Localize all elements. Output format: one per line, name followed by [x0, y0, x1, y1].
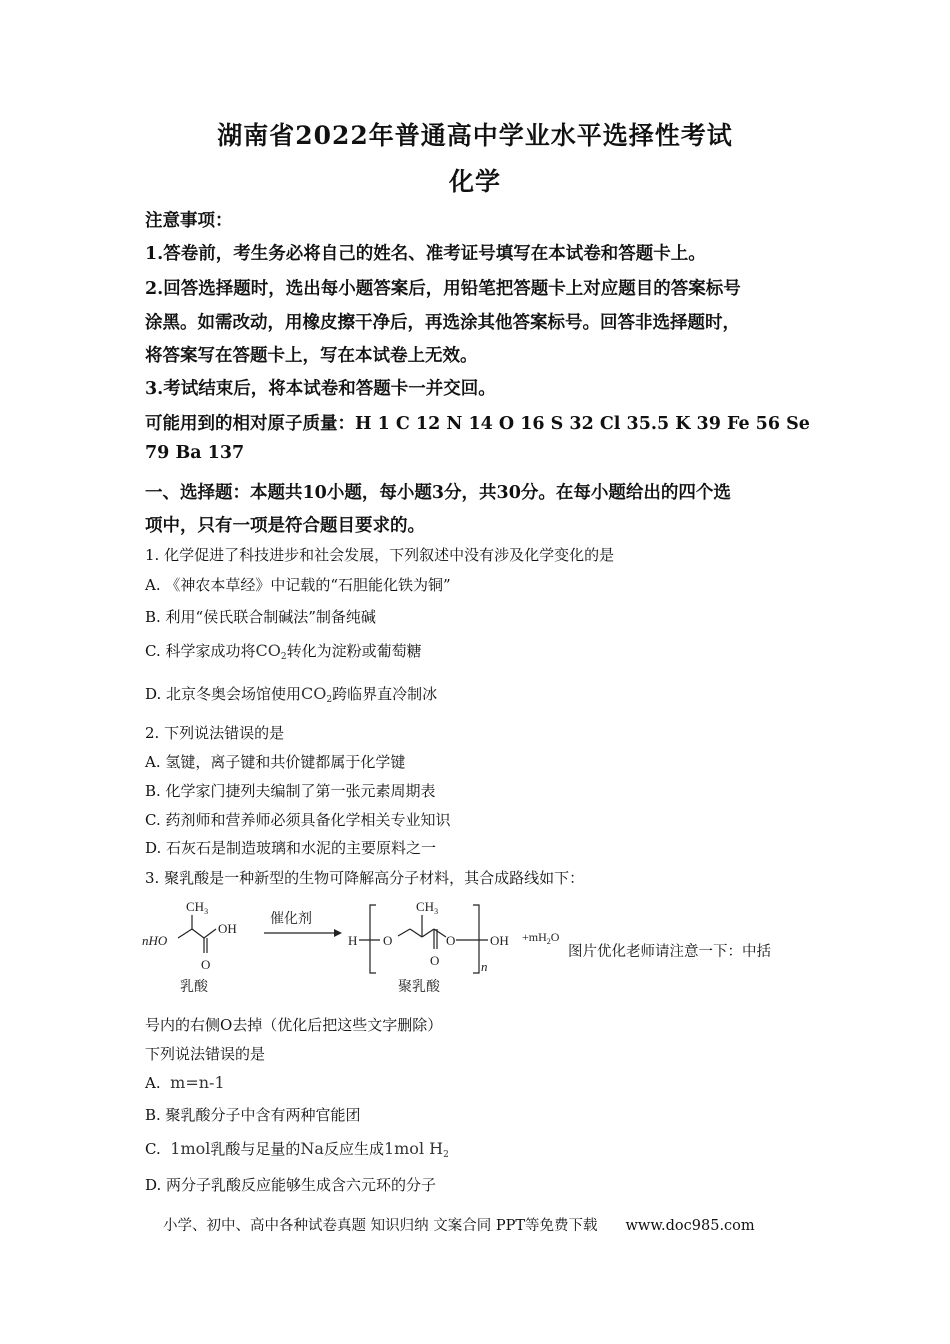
- section-1-line-2: 项中，只有一项是符合题目要求的。: [145, 516, 425, 536]
- q1-option-d-prefix: D. 北京冬奥会场馆使用: [145, 685, 302, 703]
- polymer-oh-label: OH: [490, 933, 509, 948]
- q2-option-a: A. 氢键，离子键和共价键都属于化学键: [145, 753, 406, 771]
- catalyst-label: 催化剂: [270, 912, 312, 927]
- reaction-arrow: [264, 929, 342, 937]
- notice-item-2-line-2: 涂黑。如需改动，用橡皮擦干净后，再选涂其他答案标号。回答非选择题时，: [145, 313, 740, 333]
- lactic-oh-label: OH: [218, 921, 237, 936]
- polymer-carbonyl-o-label: O: [430, 953, 440, 968]
- polymer-h-label: H: [348, 933, 358, 948]
- co2-formula: $CO_2$: [255, 641, 287, 662]
- q1-option-c-prefix: C. 科学家成功将: [145, 642, 256, 660]
- notice-item-3: 3.考试结束后，将本试卷和答题卡一并交回。: [145, 379, 496, 399]
- co2-formula: $CO_2$: [301, 684, 333, 705]
- q3-option-d: D. 两分子乳酸反应能够生成含六元环的分子: [145, 1176, 437, 1194]
- footer-text: 小学、初中、高中各种试卷真题 知识归纳 文案合同 PPT等免费下载: [163, 1218, 598, 1234]
- q2-stem: 2. 下列说法错误的是: [145, 724, 285, 742]
- polymer-ester-o-left: O: [383, 933, 393, 948]
- editor-note-line-2: 号内的右侧O去掉（优化后把这些文字删除）: [145, 1016, 443, 1034]
- q3-option-c: C. 1mol乳酸与足量的Na反应生成1mol $H_2$: [145, 1139, 449, 1160]
- page-footer: [163, 1214, 755, 1235]
- exam-subject: 化学: [448, 167, 501, 196]
- lactic-acid-skeleton: [178, 915, 216, 953]
- q2-option-d: D. 石灰石是制造玻璃和水泥的主要原料之一: [145, 839, 437, 857]
- lactic-carbonyl-o-label: O: [201, 957, 211, 972]
- one-mol-hydrogen: 1mol $H_2$: [383, 1139, 449, 1160]
- q2-option-c: C. 药剂师和营养师必须具备化学相关专业知识: [145, 811, 451, 829]
- q1-option-b: B. 利用“侯氏联合制碱法”制备纯碱: [145, 608, 376, 626]
- q1-option-d-suffix: 跨临界直冷制冰: [332, 685, 438, 703]
- q3-option-b: B. 聚乳酸分子中含有两种官能团: [145, 1106, 361, 1124]
- q1-stem: 1. 化学促进了科技进步和社会发展，下列叙述中没有涉及化学变化的是: [145, 546, 615, 564]
- q1-option-d: [145, 683, 437, 705]
- q3-option-a-formula: m=n-1: [170, 1073, 225, 1092]
- footer-url[interactable]: www.doc985.com: [625, 1218, 755, 1234]
- polymer-n-subscript: n: [481, 959, 488, 974]
- water-byproduct: $+mH_2O$: [522, 930, 560, 946]
- polylactic-acid-skeleton: [359, 905, 488, 973]
- polylactic-acid-name: 聚乳酸: [398, 980, 440, 995]
- q3-stem: 3. 聚乳酸是一种新型的生物可降解高分子材料，其合成路线如下：: [145, 869, 585, 887]
- polylactic-acid-synthesis-scheme: [140, 893, 580, 1001]
- q1-option-c-suffix: 转化为淀粉或葡萄糖: [286, 642, 422, 660]
- q3-option-a: A. m=n-1: [145, 1073, 225, 1092]
- notice-item-2-line-3: 将答案写在答题卡上，写在本试卷上无效。: [145, 346, 478, 366]
- q3-ask: 下列说法错误的是: [145, 1045, 266, 1063]
- one-mol-label: 1mol: [170, 1139, 211, 1158]
- notice-item-2-line-1: 2.回答选择题时，选出每小题答案后，用铅笔把答题卡上对应题目的答案标号: [145, 279, 741, 299]
- exam-title: 湖南省2022年普通高中学业水平选择性考试: [217, 121, 733, 150]
- lactic-ch3-label: $CH_3$: [186, 899, 209, 916]
- editor-note-line-1: 图片优化老师请注意一下：中括: [568, 944, 771, 960]
- lactic-nho-label: nHO: [142, 933, 168, 948]
- polymer-ester-o-right: O: [446, 933, 456, 948]
- q1-option-c: [145, 640, 422, 662]
- q2-option-b: B. 化学家门捷列夫编制了第一张元素周期表: [145, 782, 436, 800]
- polymer-ch3-label: $CH_3$: [416, 899, 439, 916]
- notice-heading: 注意事项：: [145, 211, 233, 231]
- lactic-acid-name: 乳酸: [180, 980, 208, 995]
- section-1-line-1: 一、选择题：本题共10小题，每小题3分，共30分。在每小题给出的四个选: [145, 483, 731, 503]
- atomic-mass-line-2: 79 Ba 137: [145, 443, 245, 463]
- q1-option-a: A. 《神农本草经》中记载的“石胆能化铁为铜”: [145, 576, 451, 594]
- atomic-mass-line-1: 可能用到的相对原子质量：H 1 C 12 N 14 O 16 S 32 Cl 35.5 K 39 Fe 56 Se: [145, 414, 810, 434]
- sodium-symbol: Na: [300, 1139, 324, 1158]
- notice-item-1: 1.答卷前，考生务必将自己的姓名、准考证号填写在本试卷和答题卡上。: [145, 244, 706, 264]
